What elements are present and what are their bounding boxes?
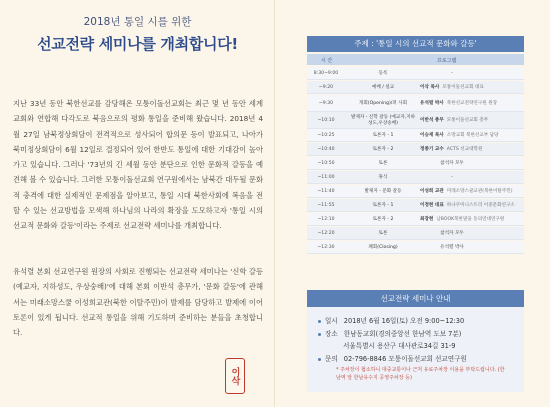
schedule-row <box>307 157 524 170</box>
place-key: 장소 <box>325 330 338 338</box>
speaker-role: 남BOOK북한말을 동의연대연구원 <box>436 216 505 222</box>
speaker-name: 이성희 교관 <box>420 188 444 194</box>
info-place-2 <box>343 340 455 350</box>
schedule-row <box>307 112 524 129</box>
speaker-name: 최장현 <box>420 216 434 222</box>
fold-line <box>274 0 275 407</box>
schedule-row <box>307 227 524 240</box>
invite-title: 선교전략 세미나를 개최합니다! <box>37 35 238 53</box>
bullet-icon <box>318 358 321 361</box>
schedule-row <box>307 199 524 212</box>
parking-note: * 주차장이 협소하니 대중교통이나 근처 유료주차장 이용을 부탁드립니다. (한남역 앞 한남유수지 공영주차장 등) <box>336 367 505 381</box>
schedule-row <box>307 81 524 94</box>
schedule-row <box>307 185 524 198</box>
speaker-name: 유석렬 박사 <box>420 100 444 106</box>
row-program: 토론 <box>378 230 388 236</box>
row-program: 폐회(Closing) <box>368 244 398 250</box>
row-time: ~9:20 <box>318 85 334 90</box>
date-key: 일시 <box>325 317 338 325</box>
speaker-role: 소망교회 북한선교부 담당 <box>446 132 499 138</box>
speaker-name: 이삭 목사 <box>420 84 440 90</box>
row-speaker: - <box>451 70 453 76</box>
place-value-2: 서울특별시 용산구 대사관로34길 31-9 <box>343 342 456 350</box>
row-speaker <box>420 96 524 111</box>
speaker-role: 모퉁이돌선교회 대표 <box>442 84 484 90</box>
speaker-role: 하나쿠미니스트리 이중문화연구소 <box>446 202 515 208</box>
speaker-role: 북한선교전략연구원 원장 <box>446 100 498 106</box>
row-time: ~10:10 <box>317 118 335 123</box>
speaker-name: 이반석 총무 <box>420 117 444 123</box>
invite-subtitle: 2018년 통일 시를 위한 <box>83 16 192 28</box>
row-time: 8:30~9:00 <box>313 71 339 76</box>
row-program: 토론자 - 2 <box>372 146 394 152</box>
info-header: 선교전략 세미나 안내 <box>307 290 524 307</box>
row-program: 발제자 - 문화 갈등 <box>364 188 402 194</box>
row-time: ~10:25 <box>317 133 335 138</box>
row-speaker <box>420 186 524 197</box>
schedule-header: 주제 : '통일 시의 선교적 문화와 갈등' <box>307 36 524 52</box>
row-speaker <box>420 200 524 211</box>
contact-value: 02-796-8846 모퉁이돌선교회 선교연구원 <box>343 355 467 363</box>
speaker-role: 모퉁이돌선교회 총무 <box>446 117 489 123</box>
row-program: 토론 <box>378 160 388 166</box>
row-speaker: 참석자 모두 <box>440 230 464 236</box>
row-speaker <box>420 144 524 155</box>
row-program: 등록 <box>378 70 388 76</box>
row-program: 발제자 - 신학 갈등 (예교자,지하성도,우상숭배) <box>351 115 416 126</box>
contact-key: 문의 <box>325 355 338 363</box>
row-time: ~12:30 <box>317 245 335 250</box>
schedule-table-head <box>307 54 524 65</box>
row-program: 토론자 - 1 <box>372 202 394 208</box>
name-seal: 이삭 <box>225 358 245 394</box>
schedule-row <box>307 129 524 142</box>
row-program: 토론자 - 1 <box>372 132 394 138</box>
row-program: 휴식 <box>378 174 388 180</box>
schedule-row <box>307 95 524 112</box>
info-date <box>318 315 464 325</box>
row-time: ~11:00 <box>317 175 335 180</box>
row-time: ~10:40 <box>317 147 335 152</box>
schedule-row <box>307 67 524 80</box>
info-contact <box>318 353 467 363</box>
speaker-name: 정종기 교수 <box>420 146 444 152</box>
row-speaker <box>420 113 524 128</box>
row-time: ~10:50 <box>317 161 335 166</box>
seminar-paragraph: 유석렬 본회 선교연구원 원장의 사회로 진행되는 선교전략 세미나는 '신학 갈등(예교자, 지하성도, 우상숭배)'에 대해 본회 이반석 총무가, '문화 갈등'에 관해서는 미래소망스쿨 이성희교관(북한 이탈주민)이 발제를 담당하고 발제에 이어 토론이 있게 됩니다. 선교적 통일을 위해 기도하며 준비하는 분들을 초청합니다. <box>13 267 263 338</box>
schedule-row <box>307 143 524 156</box>
row-speaker <box>420 82 524 93</box>
row-speaker <box>420 214 524 225</box>
row-time: ~11:55 <box>317 203 335 208</box>
row-speaker: 유석렬 박사 <box>440 244 464 250</box>
speaker-role: 미래소망스쿨교관(북한이탈주민) <box>446 188 513 194</box>
speaker-name: 이승재 목사 <box>420 132 444 138</box>
row-program: 토론자 - 2 <box>372 216 394 222</box>
row-speaker: 참석자 모두 <box>440 160 464 166</box>
place-value-1: 한남동교회(경의중앙선 한남역 도보 7분) <box>343 330 462 338</box>
col-time-header: 시 간 <box>321 58 333 64</box>
row-program: 예배 / 설교 <box>371 84 395 90</box>
schedule-row <box>307 213 524 226</box>
intro-paragraph: 지난 33년 동안 북한선교를 감당해온 모퉁이돌선교회는 최근 몇 년 동안 세계교회와 연합해 다각도로 북음으로의 평화 통일을 준비해 왔습니다. 2018년 4월 27일 남북정상회담이 전격적으로 성사되어 합의문 등이 발표되고, 나아가 북미정상회담이 6월 12일로 결정되어 있어 한반도 통일에 대한 기대감이 높아가고 있습니다. 그러나 '73년의 긴 세월 동안 분단으로 인한 문화적 갈등을 예견해 볼 수 있습니다. 그러한 모퉁이돌선교회 연구원에서는 남북간 대두될 문화적 충격에 대한 실제적인 문제점을 알아보고, 통일 시대 북한사회에 복음을 전할 수 있는 선교방법을 모색해 하나님의 나라의 확장을 도모하고자 '통일 시의 선교적 문화와 갈등'이라는 주제로 선교전략 세미나를 개최합니다. <box>13 99 263 231</box>
info-place <box>318 328 461 338</box>
bullet-icon <box>318 320 321 323</box>
schedule-row <box>307 171 524 184</box>
row-time: ~12:20 <box>317 231 335 236</box>
row-speaker: - <box>451 174 453 180</box>
row-speaker <box>420 130 524 141</box>
bullet-icon <box>318 333 321 336</box>
row-time: ~11:40 <box>317 189 335 194</box>
speaker-role: ACTS 선교대학원 <box>446 146 483 152</box>
col-program-header: 프로그램 <box>437 58 457 64</box>
row-time: ~9:30 <box>318 101 334 106</box>
speaker-name: 이정현 대표 <box>420 202 444 208</box>
date-value: 2018년 6월 16일(토) 오전 9:00~12:30 <box>343 317 465 325</box>
schedule-row <box>307 241 524 254</box>
row-time: ~12:10 <box>317 217 335 222</box>
row-program: 개회(Opening)/퍼 사회 <box>358 100 408 106</box>
